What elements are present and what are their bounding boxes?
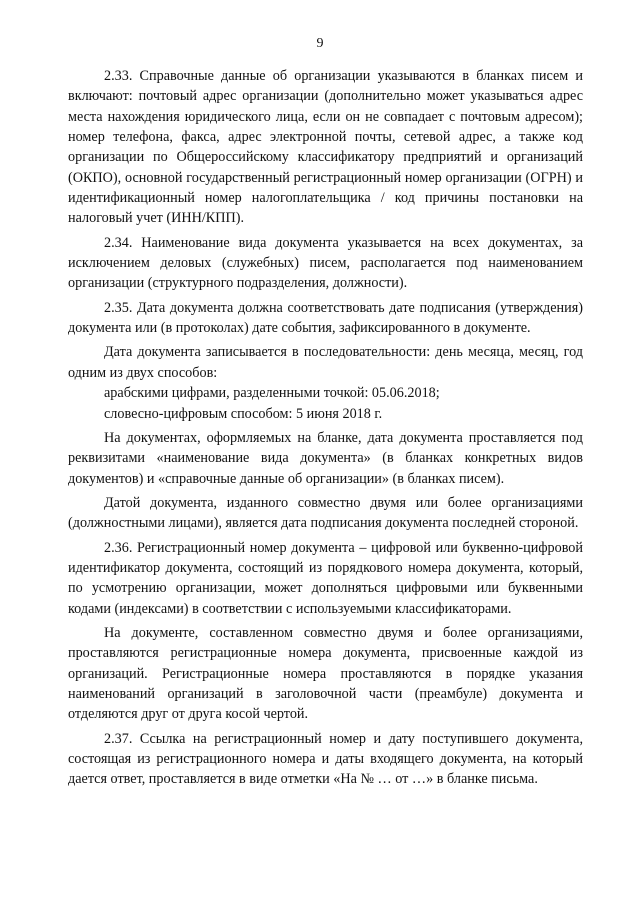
paragraph-joint-registration: На документе, составленном совместно двумя и более организациями, проставляются регистрационные номера документа, присвоенные каждой из организаций. Регистрационные номера проставляются в порядке указания наименований организаций в заголовочной части (преамбуле) документа и отделяются друг от друга косой чертой. xyxy=(68,624,583,723)
paragraph-2-35: 2.35. Дата документа должна соответствовать дате подписания (утверждения) документа или (в протоколах) дате события, зафиксированного в документе. xyxy=(68,299,583,337)
document-body xyxy=(68,66,583,790)
paragraph-2-36: 2.36. Регистрационный номер документа – цифровой или буквенно-цифровой идентификатор документа, состоящий из порядкового номера документа, который, по усмотрению организации, может дополняться цифровыми или буквенными кодами (индексами) в соответствии с используемыми классификаторами. xyxy=(68,539,583,617)
paragraph-date-verbal: словесно-цифровым способом: 5 июня 2018 г. xyxy=(104,405,383,422)
paragraph-date-placement: На документах, оформляемых на бланке, дата документа проставляется под реквизитами «наименование вида документа» (в бланках конкретных видов документов) и «справочные данные об организации» (в бланках писем). xyxy=(68,429,583,487)
paragraph-2-34: 2.34. Наименование вида документа указывается на всех документах, за исключением деловых (служебных) писем, располагается под наименованием организации (структурного подразделения, должности). xyxy=(68,234,583,292)
paragraph-date-format: Дата документа записывается в последовательности: день месяца, месяц, год одним из двух способов: xyxy=(68,344,583,381)
paragraph-date-joint: Датой документа, изданного совместно двумя или более организациями (должностными лицами), является дата подписания документа последней стороной. xyxy=(68,494,583,532)
paragraph-2-33: 2.33. Справочные данные об организации указываются в бланках писем и включают: почтовый адрес организации (дополнительно может указываться адрес места нахождения юридического лица, если он не совпадает с почтовым адресом); номер телефона, факса, адрес электронной почты, сетевой адрес, а также код организации по Общероссийскому классификатору предприятий и организаций (ОКПО), основной государственный регистрационный номер организации (ОГРН) и идентификационный номер налогоплательщика / код причины постановки на налоговый учет (ИНН/КПП). xyxy=(68,68,583,227)
page-number: 9 xyxy=(316,36,324,51)
paragraph-2-37: 2.37. Ссылка на регистрационный номер и дату поступившего документа, состоящая из регистрационного номера и даты входящего документа, на который дается ответ, проставляется в виде отметки «На № … от …» в бланке письма. xyxy=(68,730,583,788)
paragraph-date-numeric: арабскими цифрами, разделенными точкой: 05.06.2018; xyxy=(104,385,440,402)
